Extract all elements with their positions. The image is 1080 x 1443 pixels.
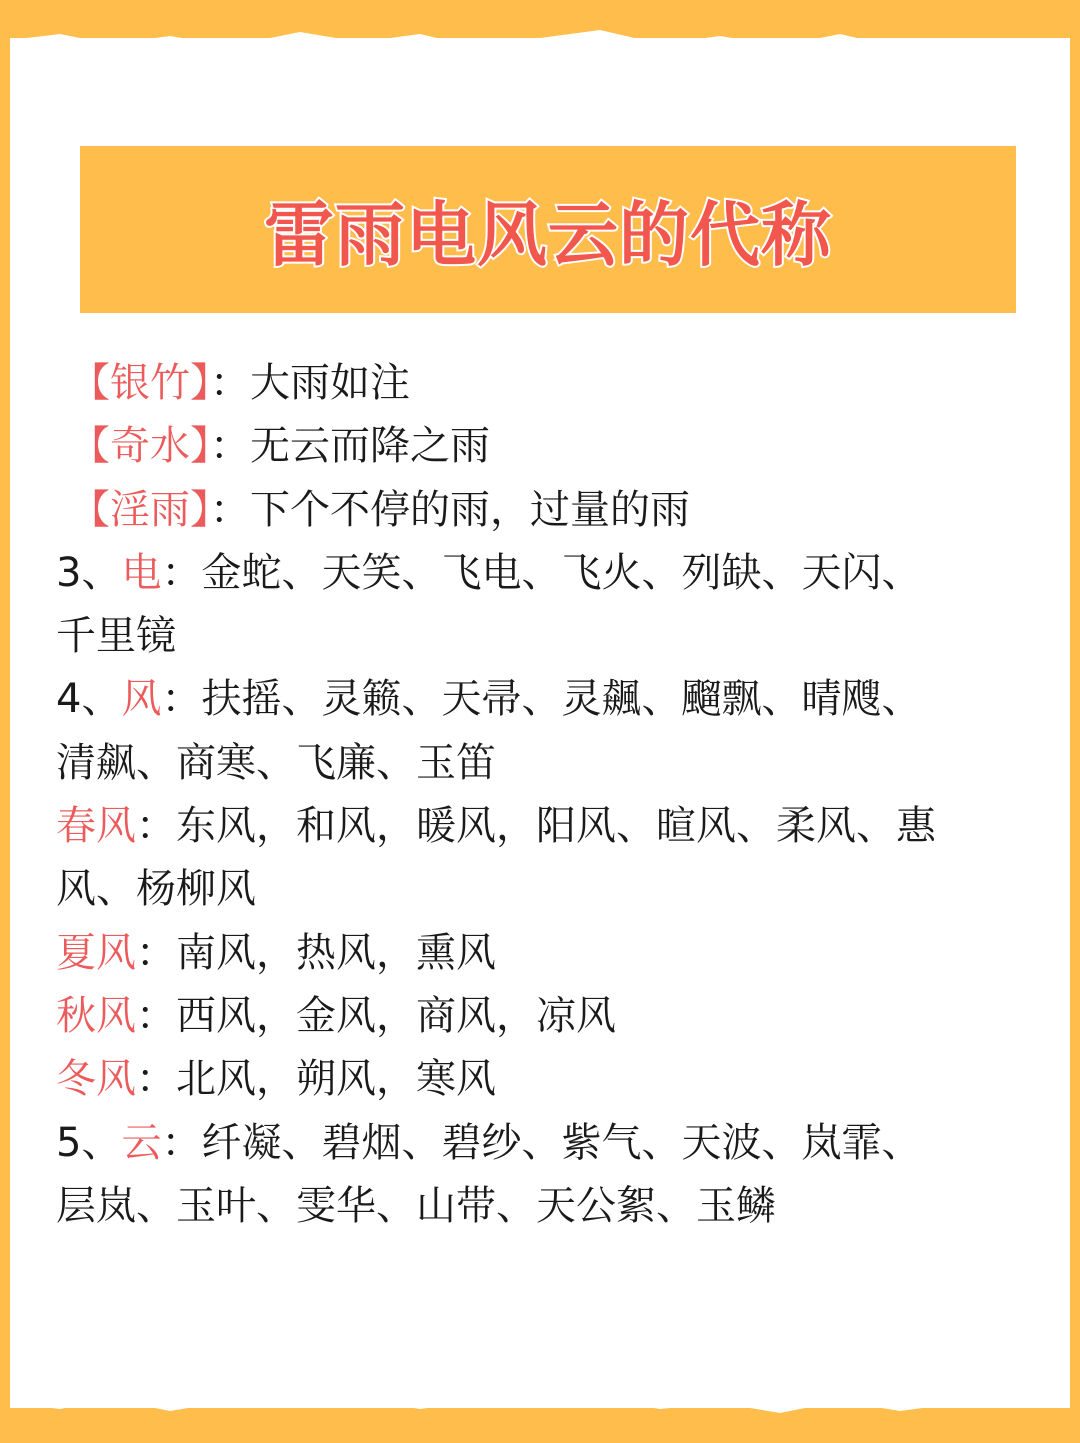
item-number: 5、: [56, 1119, 122, 1166]
list-item-lightning-cont: [56, 605, 1046, 668]
list-item-lightning: [56, 542, 1046, 605]
definition-text: 扶摇、灵籁、天帚、灵飆、飀飘、晴飕、: [201, 676, 922, 723]
definition-text: 纤凝、碧烟、碧纱、紫气、天波、岚霏、: [201, 1119, 922, 1166]
content-list: [56, 352, 1046, 1238]
term-label: 冬风: [56, 1056, 136, 1103]
list-item-winter-wind: [56, 1048, 1046, 1111]
colon: ：: [210, 360, 250, 406]
colon: ：: [210, 486, 250, 533]
term-label: 【银竹】: [70, 360, 210, 406]
item-number: 4、: [56, 676, 122, 723]
title-banner: [80, 146, 1016, 313]
term-label: 风: [121, 676, 162, 723]
colon: ：: [161, 549, 202, 596]
torn-paper-bottom-edge: [0, 1363, 1080, 1443]
list-item-qishui: [56, 415, 1046, 478]
list-item-cloud: [56, 1112, 1046, 1175]
list-item-summer-wind: [56, 922, 1046, 985]
term-label: 【淫雨】: [70, 486, 210, 533]
definition-text: 下个不停的雨，过量的雨: [250, 486, 690, 533]
colon: ：: [136, 1056, 176, 1103]
list-item-cloud-cont: [56, 1175, 1046, 1238]
term-label: 春风: [56, 803, 136, 850]
term-label: 云: [121, 1119, 162, 1166]
list-item-yinzhu: [56, 352, 1046, 415]
page-title: 雷雨电风云的代称: [264, 194, 832, 276]
colon: ：: [136, 992, 176, 1039]
term-label: 【奇水】: [70, 423, 210, 470]
list-item-yinyu: [56, 479, 1046, 542]
list-item-autumn-wind: [56, 985, 1046, 1048]
definition-text: 千里镜: [56, 613, 176, 660]
colon: ：: [210, 423, 250, 470]
colon: ：: [136, 929, 176, 976]
term-label: 电: [121, 549, 162, 596]
item-number: 3、: [56, 549, 122, 596]
definition-text: 大雨如注: [250, 360, 410, 406]
definition-text: 东风，和风，暖风，阳风、暄风、柔风、惠: [176, 803, 936, 850]
definition-text: 无云而降之雨: [250, 423, 490, 470]
term-label: 秋风: [56, 992, 136, 1039]
definition-text: 南风，热风，熏风: [176, 929, 496, 976]
definition-text: 西风，金风，商风，凉风: [176, 992, 616, 1039]
definition-text: 清飙、商寒、飞廉、玉笛: [56, 739, 496, 786]
list-item-wind-cont: [56, 732, 1046, 795]
definition-text: 风、杨柳风: [56, 866, 256, 913]
definition-text: 金蛇、天笑、飞电、飞火、列缺、天闪、: [201, 549, 922, 596]
colon: ：: [161, 676, 202, 723]
list-item-wind: [56, 668, 1046, 731]
list-item-spring-wind-cont: [56, 858, 1046, 921]
definition-text: 层岚、玉叶、雯华、山带、天公絮、玉鳞: [56, 1182, 776, 1229]
colon: ：: [161, 1119, 202, 1166]
colon: ：: [136, 803, 176, 850]
list-item-spring-wind: [56, 795, 1046, 858]
definition-text: 北风，朔风，寒风: [176, 1056, 496, 1103]
term-label: 夏风: [56, 929, 136, 976]
